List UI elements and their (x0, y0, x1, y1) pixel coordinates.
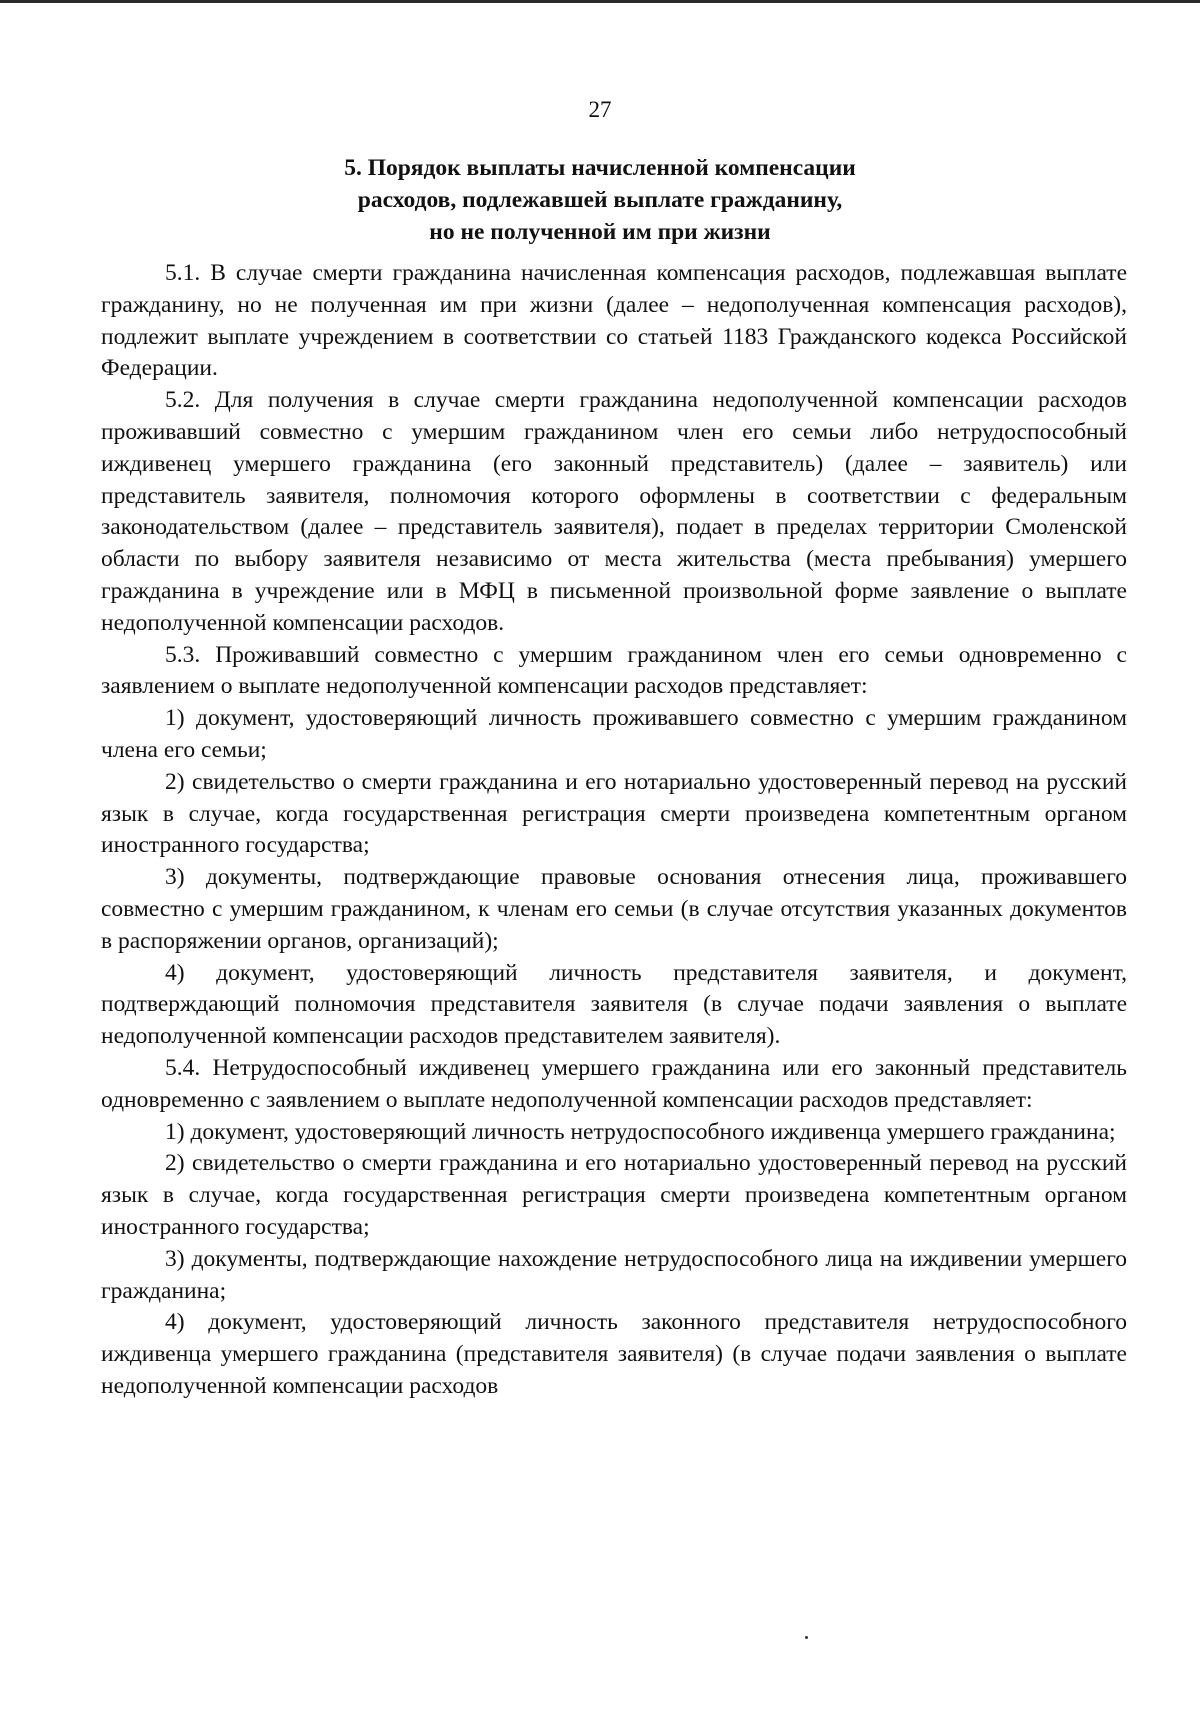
section-heading (0, 152, 1200, 248)
list-item-5-4-3: 3) документы, подтверждающие нахождение нетрудоспособного лица на иждивении умершего гражданина; (101, 1245, 1127, 1304)
heading-line: расходов, подлежавшей выплате гражданину, (357, 187, 843, 213)
page-number: 27 (588, 97, 612, 122)
list-item-5-3-4: 4) документ, удостоверяющий личность представителя заявителя, и документ, подтверждающий полномочия представителя заявителя (в случае подачи заявления о выплате недополученной компенсации расходов представителем заявителя). (101, 959, 1127, 1050)
scan-dot-mark (805, 1636, 808, 1639)
list-item-5-4-2: 2) свидетельство о смерти гражданина и его нотариально удостоверенный перевод на русский язык в случае, когда государственная регистрация смерти произведена компетентным органом иностранного государства; (101, 1150, 1127, 1240)
list-item-5-4-1: 1) документ, удостоверяющий личность нетрудоспособного иждивенца умершего гражданина; (165, 1118, 1116, 1145)
list-item-5-4-4: 4) документ, удостоверяющий личность законного представителя нетрудоспособного иждивенца умершего гражданина (представителя заявителя) (в случае подачи заявления о выплате недополученной компенсации расходов (101, 1309, 1127, 1399)
heading-line: но не полученной им при жизни (429, 219, 771, 245)
document-body (101, 258, 1127, 1403)
top-border-line (0, 0, 1200, 3)
list-item-5-3-3: 3) документы, подтверждающие правовые основания отнесения лица, проживавшего совместно с умершим гражданином, к членам его семьи (в случае отсутствия указанных документов в распоряжении органов, организаций); (101, 864, 1127, 954)
list-item-5-3-2: 2) свидетельство о смерти гражданина и его нотариально удостоверенный перевод на русский язык в случае, когда государственная регистрация смерти произведена компетентным органом иностранного государства; (101, 768, 1127, 859)
heading-line: 5. Порядок выплаты начисленной компенсации (344, 155, 856, 181)
paragraph-5-4: 5.4. Нетрудоспособный иждивенец умершего гражданина или его законный представитель одновременно с заявлением о выплате недополученной компенсации расходов представляет: (101, 1054, 1127, 1113)
paragraph-5-3: 5.3. Проживавший совместно с умершим гражданином член его семьи одновременно с заявлением о выплате недополученной компенсации расходов представляет: (101, 641, 1127, 700)
paragraph-5-1: 5.1. В случае смерти гражданина начисленная компенсация расходов, подлежавшая выплате гражданину, но не полученная им при жизни (далее – недополученная компенсация расходов), подлежит выплате учреждением в соответствии со статьей 1183 Гражданского кодекса Российской Федерации. (101, 260, 1127, 382)
paragraph-5-2: 5.2. Для получения в случае смерти гражданина недополученной компенсации расходов проживавший совместно с умершим гражданином член его семьи либо нетрудоспособный иждивенец умершего гражданина (его законный представитель) (далее – заявитель) или представитель заявителя, полномочия которого оформлены в соответствии с федеральным законодательством (далее – представитель заявителя), подает в пределах территории Смоленской области по выбору заявителя независимо от места жительства (места пребывания) умершего гражданина в учреждение или в МФЦ в письменной произвольной форме заявление о выплате недополученной компенсации расходов. (101, 387, 1127, 636)
list-item-5-3-1: 1) документ, удостоверяющий личность проживавшего совместно с умершим гражданином члена его семьи; (101, 705, 1127, 763)
